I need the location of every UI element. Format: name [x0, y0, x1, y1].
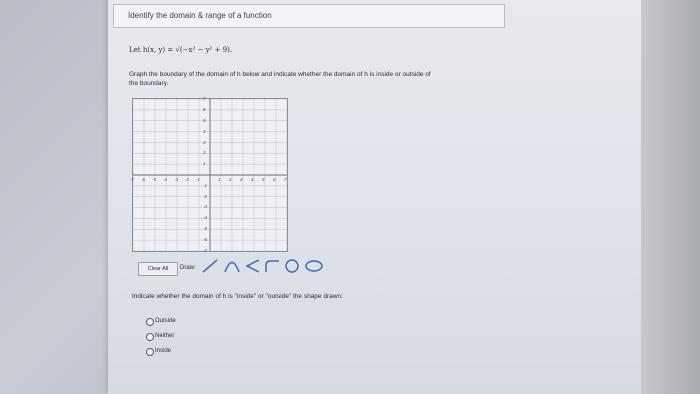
y-tick-label: -4: [203, 215, 208, 221]
y-tick-label: 7: [203, 96, 206, 102]
y-tick-label: -3: [203, 204, 208, 210]
y-tick-label: -6: [203, 236, 208, 242]
parabola-tool-icon[interactable]: [222, 257, 242, 273]
inside-radio[interactable]: [146, 348, 154, 356]
question-title-bar[interactable]: [113, 4, 505, 28]
x-tick-label: 5: [262, 177, 265, 182]
x-tick-label: 2: [229, 177, 232, 182]
function-definition: Let h(x, y) = √(−x² − y² + 9).: [129, 46, 233, 54]
x-tick-label: 1: [218, 177, 221, 182]
x-tick-label: -7: [130, 177, 135, 182]
x-tick-label: -3: [174, 177, 179, 182]
inside-label: Inside: [155, 348, 172, 354]
y-tick-label: 5: [203, 118, 206, 123]
line-tool-icon[interactable]: [200, 257, 220, 273]
y-tick-label: 2: [203, 150, 206, 156]
y-tick-label: 4: [203, 128, 206, 134]
ellipse-tool-icon[interactable]: [303, 257, 325, 273]
clear-all-button[interactable]: [138, 262, 178, 276]
graph-canvas[interactable]: [132, 98, 288, 252]
neither-radio[interactable]: [146, 333, 154, 341]
y-tick-label: -7: [203, 247, 208, 253]
x-tick-label: 3: [240, 177, 243, 182]
y-tick-label: 3: [203, 139, 206, 145]
prompt-line-2: the boundary.: [129, 80, 169, 87]
answer-prompt: Indicate whether the domain of h is "inside" or "outside" the shape drawn:: [132, 293, 343, 300]
x-tick-label: -6: [141, 177, 146, 182]
y-tick-label: 1: [203, 161, 206, 167]
x-tick-label: -4: [163, 177, 168, 182]
y-tick-label: -2: [203, 193, 208, 199]
y-tick-label: 6: [203, 107, 206, 113]
circle-tool-icon[interactable]: [283, 257, 301, 273]
graph-grid: [133, 99, 287, 251]
x-tick-label: -2: [185, 177, 190, 182]
screen-edge: [641, 0, 700, 394]
outside-radio[interactable]: [146, 318, 154, 326]
y-tick-label: -1: [203, 182, 208, 188]
x-tick-label: -1: [196, 177, 201, 182]
draw-label: Draw:: [180, 265, 196, 271]
clear-all-label: Clear All: [147, 266, 169, 272]
x-tick-label: 6: [273, 177, 276, 182]
question-title: Identify the domain & range of a function: [128, 11, 272, 20]
outside-label: Outside: [155, 318, 176, 324]
x-tick-label: -5: [152, 177, 157, 182]
x-tick-label: 7: [284, 177, 287, 182]
x-tick-label: 4: [251, 177, 254, 182]
angle-tool-icon[interactable]: [244, 257, 262, 273]
sqrt-tool-icon[interactable]: [263, 257, 281, 273]
prompt-line-1: Graph the boundary of the domain of h below and indicate whether the domain of h is inside or outside of: [129, 71, 431, 78]
neither-label: Neither: [155, 333, 175, 339]
y-tick-label: -5: [203, 226, 208, 231]
